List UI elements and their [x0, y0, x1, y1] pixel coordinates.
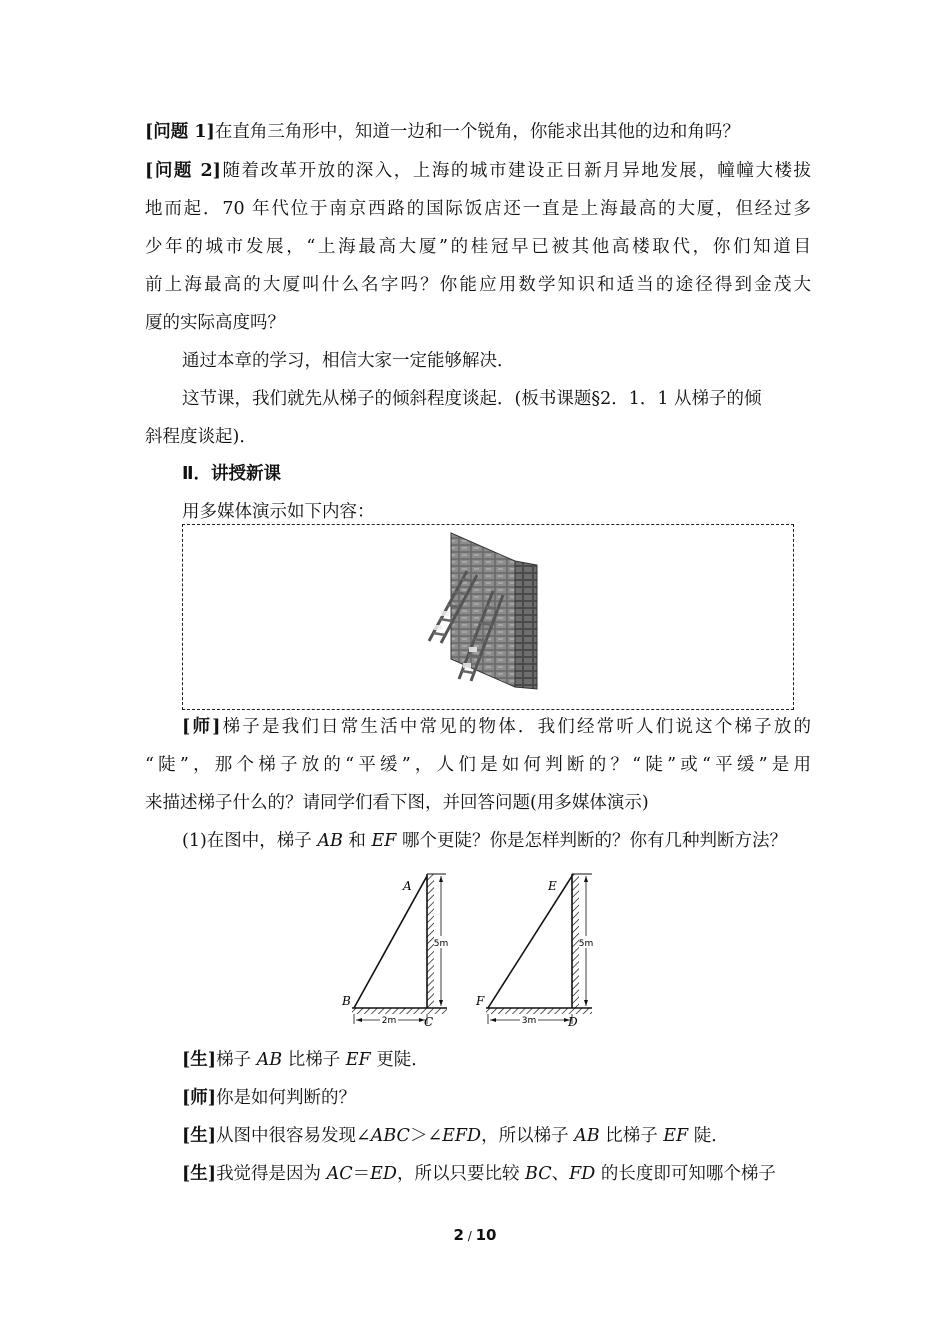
ground-hatch-left	[352, 1008, 447, 1014]
student-tag-3: [生]	[182, 1164, 217, 1184]
wall-ladder-illustration	[423, 531, 543, 691]
ladder-figure-abc	[340, 868, 452, 1028]
student-line-2	[182, 1124, 811, 1148]
question-2-line-1	[145, 159, 811, 183]
section-heading: Ⅱ．讲授新课	[182, 464, 282, 484]
teacher-line-3: 来描述梯子什么的？请同学们看下图，并回答问题(用多媒体演示)	[145, 793, 649, 813]
s2-efd: EFD	[442, 1126, 482, 1146]
label-f: F	[476, 994, 485, 1008]
q-prefix: (1)在图中，梯子	[182, 831, 318, 851]
s3-bc: BC	[525, 1164, 552, 1184]
s2-ab: AB	[574, 1126, 600, 1146]
teacher-line-1	[182, 715, 811, 739]
s3-fd: FD	[569, 1164, 596, 1184]
q-mid: 和	[342, 831, 372, 851]
page-number	[0, 1226, 950, 1244]
page-separator: /	[463, 1229, 476, 1243]
student-tag-2: [生]	[182, 1126, 217, 1146]
s3-sep: 、	[551, 1164, 570, 1184]
teacher-line-4	[182, 1086, 811, 1110]
s3-eq: ＝	[352, 1164, 371, 1184]
s2-mid: ，所以梯子	[481, 1126, 575, 1146]
question-1-text: 在直角三角形中，知道一边和一个锐角，你能求出其他的边和角吗？	[214, 122, 740, 142]
s3-post: 的长度即可知哪个梯子	[595, 1164, 776, 1184]
s2-abc: ABC	[370, 1126, 410, 1146]
s3-ac: AC	[326, 1164, 353, 1184]
page-total: 10	[475, 1226, 497, 1244]
base-label-right: 3m	[521, 1016, 537, 1026]
teacher-text-1: 梯子是我们日常生活中常见的物体．我们经常听人们说这个梯子放的	[220, 717, 812, 737]
s2-gt: ＞∠	[409, 1126, 443, 1146]
s3-ed: ED	[370, 1164, 397, 1184]
student-line-3	[182, 1162, 811, 1186]
question-2-line-2: 地而起．70 年代位于南京西路的国际饭店还一直是上海最高的大厦，但经过多	[145, 199, 811, 219]
ground-hatch-right	[486, 1008, 592, 1014]
label-d: D	[568, 1015, 578, 1028]
s1-ab: AB	[256, 1050, 283, 1070]
s3-mid: ，所以只要比较	[396, 1164, 526, 1184]
height-label-right: 5m	[578, 939, 594, 949]
s3-pre: 我觉得是因为	[216, 1164, 327, 1184]
teacher-tag-1: [师]	[182, 717, 221, 737]
question-1	[145, 120, 811, 144]
s1-post: 更陡．	[370, 1050, 429, 1070]
q-ab: AB	[317, 831, 343, 851]
question-2-tag: [问题 2]	[145, 161, 221, 181]
question-2-line-5: 厦的实际高度吗？	[145, 313, 285, 333]
paragraph-topic-line-2: 斜程度谈起)．	[145, 427, 257, 447]
ladder-ef	[488, 876, 572, 1008]
height-label-left: 5m	[433, 939, 449, 949]
s1-mid: 比梯子	[282, 1050, 346, 1070]
s1-ef: EF	[345, 1050, 371, 1070]
page-current: 2	[453, 1226, 464, 1244]
media-demo-box	[182, 524, 794, 710]
q-ef: EF	[371, 831, 397, 851]
paragraph-solve: 通过本章的学习，相信大家一定能够解决．	[182, 351, 515, 371]
label-e: E	[548, 879, 557, 893]
s2-mid2: 比梯子	[599, 1126, 664, 1146]
s2-pre: 从图中很容易发现∠	[216, 1126, 371, 1146]
base-label-left: 2m	[381, 1016, 397, 1026]
student-line-1	[182, 1048, 811, 1072]
s2-post: 陡．	[688, 1126, 729, 1146]
paragraph-topic-line-1: 这节课，我们就先从梯子的倾斜程度谈起．(板书课题§2．1．1 从梯子的倾	[182, 389, 762, 409]
question-2-line-4: 前上海最高的大厦叫什么名字吗？你能应用数学知识和适当的途径得到金茂大	[145, 275, 811, 295]
media-intro: 用多媒体演示如下内容：	[182, 502, 375, 522]
q-suffix: 哪个更陡？你是怎样判断的？你有几种判断方法？	[396, 831, 787, 851]
label-c: C	[424, 1015, 434, 1028]
ladder-figure-efd	[474, 868, 602, 1028]
teacher-text-2: 你是如何判断的？	[216, 1088, 357, 1108]
question-2-text-1: 随着改革开放的深入，上海的城市建设正日新月异地发展，幢幢大楼拔	[220, 161, 811, 181]
label-a: A	[403, 879, 412, 893]
question-steeper	[182, 829, 811, 853]
question-2-line-3: 少年的城市发展，“上海最高大厦”的桂冠早已被其他高楼取代，你们知道目	[145, 237, 811, 257]
ladder-ab	[354, 876, 427, 1008]
label-b: B	[342, 994, 351, 1008]
s1-pre: 梯子	[216, 1050, 257, 1070]
student-tag-1: [生]	[182, 1050, 217, 1070]
question-1-tag: [问题 1]	[145, 122, 215, 142]
s2-ef: EF	[663, 1126, 689, 1146]
teacher-line-2: “陡”，那个梯子放的“平缓”，人们是如何判断的？“陡”或“平缓”是用	[145, 755, 811, 775]
teacher-tag-2: [师]	[182, 1088, 217, 1108]
